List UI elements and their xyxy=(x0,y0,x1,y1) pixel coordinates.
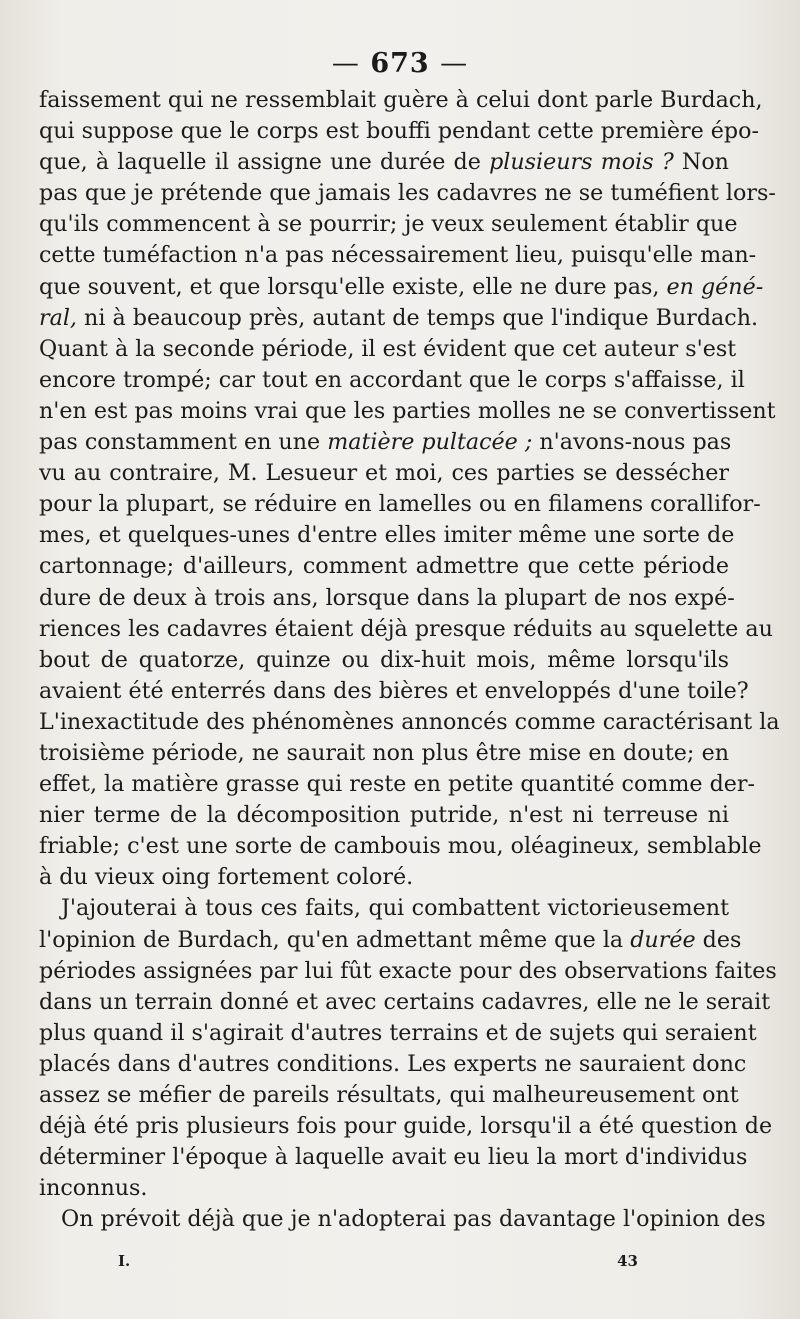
text-run: ni à beaucoup près, autant de temps que l'indique Burdach. xyxy=(76,304,759,331)
page-number: 673 xyxy=(370,48,430,79)
text-line: On prévoit déjà que je n'adopterai pas davantage l'opinion des xyxy=(61,1206,766,1233)
text-line: à du vieux oing fortement coloré. xyxy=(39,864,414,891)
sheet-number: 43 xyxy=(617,1252,638,1270)
text-line: troisième période, ne saurait non plus être mise en doute; en xyxy=(39,739,729,766)
text-line: plus quand il s'agirait d'autres terrains et de sujets qui seraient xyxy=(39,1019,757,1046)
text-line xyxy=(39,925,742,956)
text-line: effet, la matière grasse qui reste en petite quantité comme der- xyxy=(39,771,756,798)
text-line: friable; c'est une sorte de cambouis mou, oléagineux, semblable xyxy=(39,833,762,860)
text-line: cette tuméfaction n'a pas nécessairement lieu, puisqu'elle man- xyxy=(39,242,757,269)
text-line xyxy=(39,303,759,334)
text-line: bout de quatorze, quinze ou dix-huit mois, même lorsqu'ils xyxy=(39,646,729,673)
text-line: encore trompé; car tout en accordant que le corps s'affaisse, il xyxy=(39,366,745,393)
text-line: dure de deux à trois ans, lorsque dans la plupart de nos expé- xyxy=(39,584,735,611)
text-line: Quant à la seconde période, il est évident que cet auteur s'est xyxy=(39,335,737,362)
text-line: riences les cadavres étaient déjà presque réduits au squelette au xyxy=(39,615,773,642)
text-line: L'inexactitude des phénomènes annoncés comme caractérisant la xyxy=(39,708,780,735)
text-line: déjà été pris plusieurs fois pour guide, lorsqu'il a été question de xyxy=(39,1113,773,1140)
signature-mark: I. xyxy=(118,1252,131,1270)
text-run: Non xyxy=(673,149,729,176)
text-line: périodes assignées par lui fût exacte pour des observations faites xyxy=(39,957,777,984)
text-run: n'avons-nous pas xyxy=(532,429,732,456)
text-line: placés dans d'autres conditions. Les experts ne sauraient donc xyxy=(39,1050,747,1077)
text-line: qu'ils commencent à se pourrir; je veux seulement établir que xyxy=(39,211,738,238)
text-line: qui suppose que le corps est bouffi pendant cette première épo- xyxy=(39,118,759,145)
italic-phrase: plusieurs mois ? xyxy=(489,149,674,176)
text-run: que, à laquelle il assigne une durée de xyxy=(39,149,490,176)
italic-phrase: ral, xyxy=(39,304,77,331)
text-line xyxy=(39,147,729,178)
text-line: pour la plupart, se réduire en lamelles ou en filamens corallifor- xyxy=(39,491,761,518)
text-run: l'opinion de Burdach, qu'en admettant même que la xyxy=(39,926,631,953)
text-line: J'ajouterai à tous ces faits, qui combattent victorieusement xyxy=(61,895,729,922)
text-run: des xyxy=(695,926,742,953)
text-line: nier terme de la décomposition putride, n'est ni terreuse ni xyxy=(39,802,729,829)
text-line: vu au contraire, M. Lesueur et moi, ces parties se dessécher xyxy=(39,460,729,487)
text-line: pas que je prétende que jamais les cadavres ne se tuméfient lors- xyxy=(39,180,776,207)
header-dash-left: — xyxy=(331,48,360,79)
italic-phrase: durée xyxy=(630,926,696,953)
body-text xyxy=(39,85,780,1235)
text-line: avaient été enterrés dans des bières et enveloppés d'une toile? xyxy=(39,677,749,704)
text-line: mes, et quelques-unes d'entre elles imiter même une sorte de xyxy=(39,522,735,549)
italic-phrase: matière pultacée ; xyxy=(327,429,533,456)
text-line: inconnus. xyxy=(39,1175,148,1202)
text-line xyxy=(39,427,732,458)
text-line: cartonnage; d'ailleurs, comment admettre que cette période xyxy=(39,553,729,580)
text-line: dans un terrain donné et avec certains cadavres, elle ne le serait xyxy=(39,988,771,1015)
page-header xyxy=(0,48,800,79)
text-run: pas constamment en une xyxy=(39,429,328,456)
text-line xyxy=(39,272,764,303)
italic-phrase: en géné- xyxy=(666,273,764,300)
text-run: que souvent, et que lorsqu'elle existe, elle ne dure pas, xyxy=(39,273,667,300)
text-line: faissement qui ne ressemblait guère à celui dont parle Burdach, xyxy=(39,87,763,113)
text-line: n'en est pas moins vrai que les parties molles ne se convertissent xyxy=(39,397,776,424)
text-line: déterminer l'époque à laquelle avait eu lieu la mort d'individus xyxy=(39,1144,748,1171)
header-dash-right: — xyxy=(440,48,469,79)
text-line: assez se méfier de pareils résultats, qui malheureusement ont xyxy=(39,1082,739,1108)
